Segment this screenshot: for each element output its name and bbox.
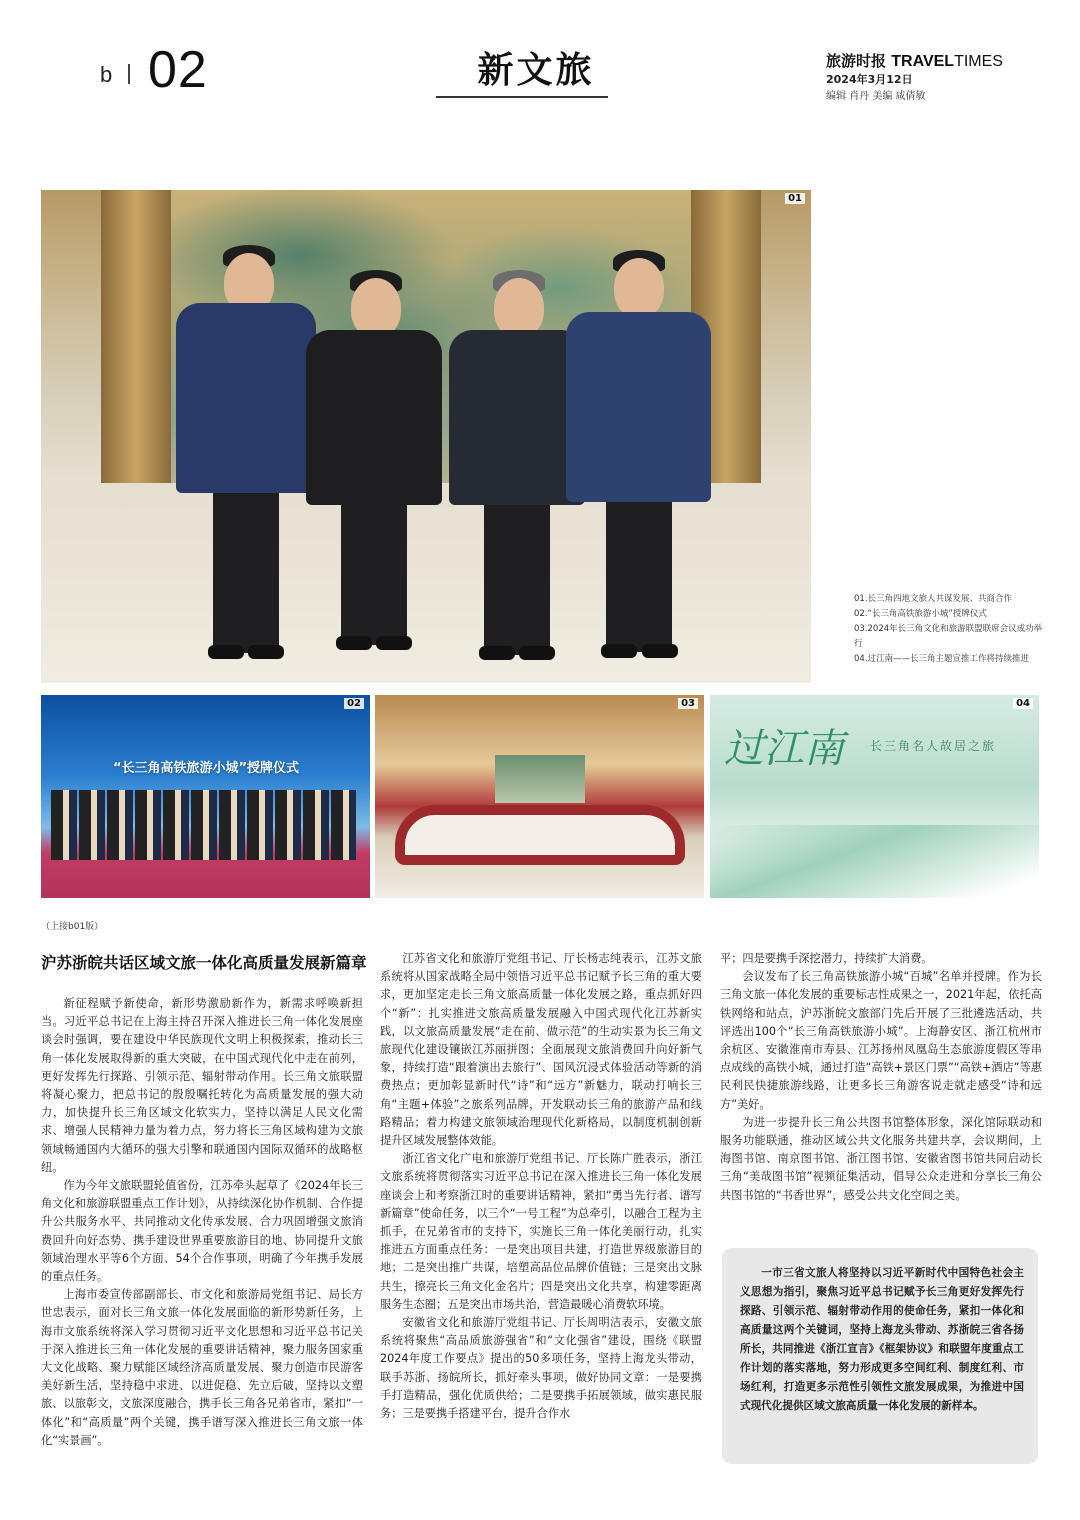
paragraph: 浙江省文化广电和旅游厅党组书记、厅长陈广胜表示，浙江文旅系统将贯彻落实习近平总书记在深入推进长三角一体化发展座谈会上和考察浙江时的重要讲话精神，紧扣“勇当先行者、谱写新篇章”使命任务，以三个“一号工程”为总牵引，以融合工程为主抓手，在兄弟省市的支持下，实施长三角一体化美丽行动，扎实推进五方面重点任务：一是突出项目共建，打造世界级旅游目的地；二是突出推广共谋，培塑高品位品牌价值链；三是突出文脉共生，擦亮长三角文化金名片；四是突出文化共享，构建零距离服务生态圈；五是突出市场共治，营造最暖心消费软环境。 xyxy=(380,1152,702,1311)
caption-01: 01.长三角四地文旅人共谋发展、共商合作 xyxy=(854,594,1013,604)
paragraph: 为进一步提升长三角公共图书馆整体形象，深化馆际联动和服务功能联通，推动区域公共文化服务共建共享，会议期间，上海图书馆、南京图书馆、浙江图书馆、安徽省图书馆共同启动长三角“美哉图书馆”视频征集活动，倡导公众走进和分享长三角公共图书馆的“书香世界”，感受公共文化空间之美。 xyxy=(720,1115,1042,1202)
section-title: 新文旅 xyxy=(477,49,595,91)
article-column-3 xyxy=(720,950,1042,1205)
brand-en-bold: TRAVEL xyxy=(891,53,955,70)
section-title-rule xyxy=(436,96,608,98)
paragraph: 平；四是要携手深挖潜力，持续扩大消费。 xyxy=(720,952,933,965)
paragraph: 江苏省文化和旅游厅党组书记、厅长杨志纯表示，江苏文旅系统将从国家战略全局中领悟习近平总书记赋予长三角的重大要求，更加坚定走长三角文旅高质量一体化发展之路，重点抓好四个“新”：扎实推进文旅高质量发展融入中国式现代化江苏新实践，以文旅高质量发展“走在前、做示范”的生动实景为长三角文旅现代化建设镶嵌江苏丽拼图；全面展现文旅消费回升向好新气象，持续打造“跟着演出去旅行”、国风沉浸式体验活动等新的消费热点；更加彰显新时代“诗”和“远方”新魅力，联动打响长三角“主题+体验”之旅系列品牌，开发联动长三角的旅游产品和线路精品；着力构建文旅领域治理现代化新格局，以制度机制创新提升区域发展整体效能。 xyxy=(380,952,702,1148)
photo-04-number: 04 xyxy=(1013,698,1033,709)
floor xyxy=(41,483,811,683)
pull-quote-text: 一市三省文旅人将坚持以习近平新时代中国特色社会主义思想为指引，聚焦习近平总书记赋予长三角更好发挥先行探路、引领示范、辐射带动作用的使命任务，紧扣一体化和高质量这两个关键词，坚持上海龙头带动、苏浙皖三省各扬所长，共同推进《浙江宣言》《框架协议》和联盟年度重点工作计划的落实落地，努力形成更多空间红利、制度红利、市场红利，打造更多示范性引领性文旅发展成果，为推进中国式现代化提供区域文旅高质量一体化发展的新样本。 xyxy=(740,1267,1024,1412)
editor-credits: 编辑 肖丹 美编 咸倩敏 xyxy=(826,91,926,102)
brand-en-light: TIMES xyxy=(954,53,1003,70)
brand-cn: 旅游时报 xyxy=(826,52,887,70)
paragraph: 作为今年文旅联盟轮值省份，江苏牵头起草了《2024年长三角文化和旅游联盟重点工作计划》，从持续深化协作机制、合作提升公共服务水平、共同推动文化传承发展、合力巩固增强文旅消费回升向好态势、携手建设世界重要旅游目的地、协同提升文旅领域治理水平等6个方面、54个合作事项，明确了今年携手发展的重点任务。 xyxy=(41,1179,363,1284)
paragraph: 新征程赋予新使命，新形势激励新作为，新需求呼唤新担当。习近平总书记在上海主持召开深入推进长三角一体化发展座谈会时强调，要在建设中华民族现代文明上积极探索，推动长三角一体化发展取得新的重大突破，在中国式现代化中走在前列，更好发挥先行探路、引领示范、辐射带动作用。长三角文旅联盟将凝心聚力，把总书记的殷殷嘱托转化为高质量发展的强大动力，加快提升长三角区域文化软实力，坚持以满足人民文化需求、增强人民精神力量为着力点，努力将长三角区域构建为文旅领域畅通国内大循环的强大引擎和联通国内国际双循环的战略枢纽。 xyxy=(41,997,363,1174)
poster-title: 过江南 xyxy=(724,726,844,772)
article-column-1 xyxy=(41,995,363,1450)
newspaper-brand xyxy=(826,50,1003,71)
ceremony-banner-text: “长三角高铁旅游小城”授牌仪式 xyxy=(112,761,300,776)
header-divider xyxy=(128,64,130,84)
photo-03-number: 03 xyxy=(678,698,698,709)
article-column-2 xyxy=(380,950,702,1423)
poster-subtitle: 长三角名人故居之旅 xyxy=(870,739,997,753)
pull-quote-box xyxy=(722,1248,1038,1464)
photo-04-promo-poster xyxy=(710,695,1039,898)
continued-from-note: （上接b01版） xyxy=(41,922,104,932)
photo-01-number: 01 xyxy=(785,193,805,204)
caption-03: 03.2024年长三角文化和旅游联盟联席会议成功举行 xyxy=(854,624,1043,649)
photo-03-meeting-hall xyxy=(375,695,704,898)
caption-04: 04.过江南——长三角主题宣推工作将持续推进 xyxy=(854,654,1030,664)
issue-date: 2024年3月12日 xyxy=(826,73,913,86)
article-headline: 沪苏浙皖共话区域文旅一体化高质量发展新篇章 xyxy=(41,954,367,972)
caption-02: 02.“长三角高铁旅游小城”授牌仪式 xyxy=(854,609,987,619)
photo-02-number: 02 xyxy=(344,698,364,709)
hall-painting xyxy=(495,755,585,803)
photo-captions xyxy=(854,592,1046,667)
photo-02-award-ceremony xyxy=(41,695,370,898)
photo-01-group-handshake xyxy=(41,190,811,683)
poster-wave-graphic xyxy=(710,825,1039,898)
page-number: 02 xyxy=(148,41,208,99)
conference-table xyxy=(395,805,685,865)
paragraph: 安徽省文化和旅游厅党组书记、厅长周明洁表示，安徽文旅系统将聚焦“高品质旅游强省”和“文化强省”建设，围绕《联盟2024年度工作要点》提出的50多项任务，坚持上海龙头带动，联手苏浙、扬皖所长，抓好牵头事项，做好协同文章：一是要携手打造精品，强化优质供给；二是要携手拓展领域，做实惠民服务；三是要携手搭建平台，提升合作水 xyxy=(380,1316,702,1421)
paragraph: 会议发布了长三角高铁旅游小城“百城”名单并授牌。作为长三角文旅一体化发展的重要标志性成果之一，2021年起，依托高铁网络和站点，沪苏浙皖文旅部门先后开展了三批遴选活动，共评选出100个“长三角高铁旅游小城”。上海静安区、浙江杭州市余杭区、安徽淮南市寿县、江苏扬州凤凰岛生态旅游度假区等串点成线的高铁小城，通过打造“高铁+景区门票”“高铁+酒店”等惠民利民快捷旅游线路，让更多长三角游客说走就走感受“诗和远方”美好。 xyxy=(720,970,1042,1111)
award-recipients-row xyxy=(51,790,356,860)
section-letter: b xyxy=(100,62,113,87)
paragraph: 上海市委宣传部副部长、市文化和旅游局党组书记、局长方世忠表示，面对长三角文旅一体化发展面临的新形势新任务，上海市文旅系统将深入学习贯彻习近平文化思想和习近平总书记关于深入推进长三角一体化发展的重要讲话精神，聚力服务国家重大文化战略、聚力赋能区域经济高质量发展、聚力创造市民游客美好新生活，坚持稳中求进、以进促稳、先立后破，坚持以文塑旅、以旅彰文，文旅深度融合，携手长三角各兄弟省市，紧扣“一体化”和“高质量”两个关键，携手谱写深入推进长三角文旅一体化“实景画”。 xyxy=(41,1288,363,1447)
